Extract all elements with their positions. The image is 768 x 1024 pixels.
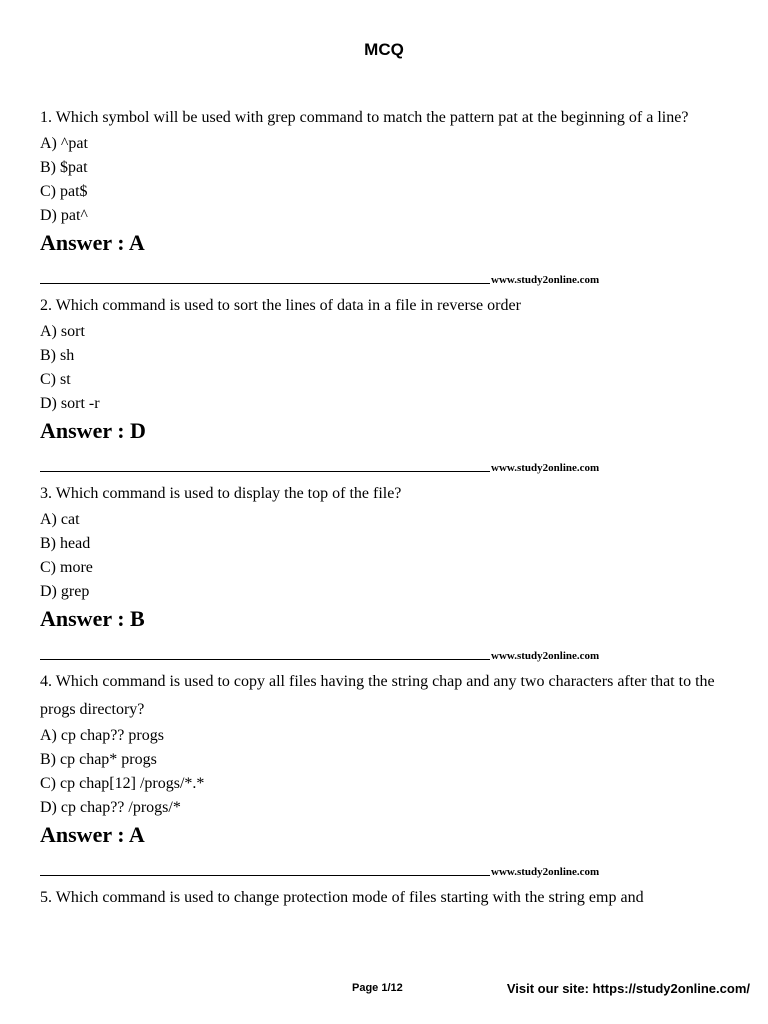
question-block <box>40 292 730 480</box>
option: B) $pat <box>40 159 88 176</box>
question-text: 1. Which symbol will be used with grep command to match the pattern pat at the beginning of a line? <box>40 109 689 126</box>
answer: Answer : B <box>40 606 145 631</box>
option: D) grep <box>40 583 90 600</box>
answer: Answer : A <box>40 230 145 255</box>
separator <box>40 444 630 474</box>
option: D) sort -r <box>40 395 100 412</box>
separator <box>40 256 630 286</box>
question-text: 2. Which command is used to sort the lines of data in a file in reverse order <box>40 297 521 314</box>
separator-site: www.study2online.com <box>491 274 600 286</box>
separator-site: www.study2online.com <box>491 462 600 474</box>
separator <box>40 848 630 878</box>
separator-site: www.study2online.com <box>491 866 600 878</box>
option: C) more <box>40 559 93 576</box>
answer: Answer : D <box>40 418 146 443</box>
option: D) pat^ <box>40 207 88 224</box>
option: A) ^pat <box>40 135 88 152</box>
answer: Answer : A <box>40 822 145 847</box>
option: A) sort <box>40 323 85 340</box>
separator-line <box>40 659 490 660</box>
option: B) head <box>40 535 91 552</box>
question-block <box>40 668 730 884</box>
option: A) cp chap?? progs <box>40 727 164 744</box>
footer-site-link[interactable]: Visit our site: https://study2online.com/ <box>506 981 750 996</box>
question-block <box>40 884 730 912</box>
option: C) cp chap[12] /progs/*.* <box>40 775 205 792</box>
question-text: 5. Which command is used to change protection mode of files starting with the string emp and <box>40 889 644 906</box>
question-block <box>40 104 730 292</box>
page-title: MCQ <box>364 40 404 59</box>
separator <box>40 632 630 662</box>
question-text: 4. Which command is used to copy all files having the string chap and any two characters after that to the progs directory? <box>40 673 715 718</box>
question-block <box>40 480 730 668</box>
page-number: Page 1/12 <box>352 982 403 994</box>
question-text: 3. Which command is used to display the top of the file? <box>40 485 402 502</box>
question-list <box>40 104 730 912</box>
separator-line <box>40 471 490 472</box>
option: C) st <box>40 371 71 388</box>
option: B) cp chap* progs <box>40 751 157 768</box>
separator-line <box>40 875 490 876</box>
separator-site: www.study2online.com <box>491 650 600 662</box>
option: C) pat$ <box>40 183 88 200</box>
option: A) cat <box>40 511 80 528</box>
option: B) sh <box>40 347 75 364</box>
separator-line <box>40 283 490 284</box>
option: D) cp chap?? /progs/* <box>40 799 181 816</box>
